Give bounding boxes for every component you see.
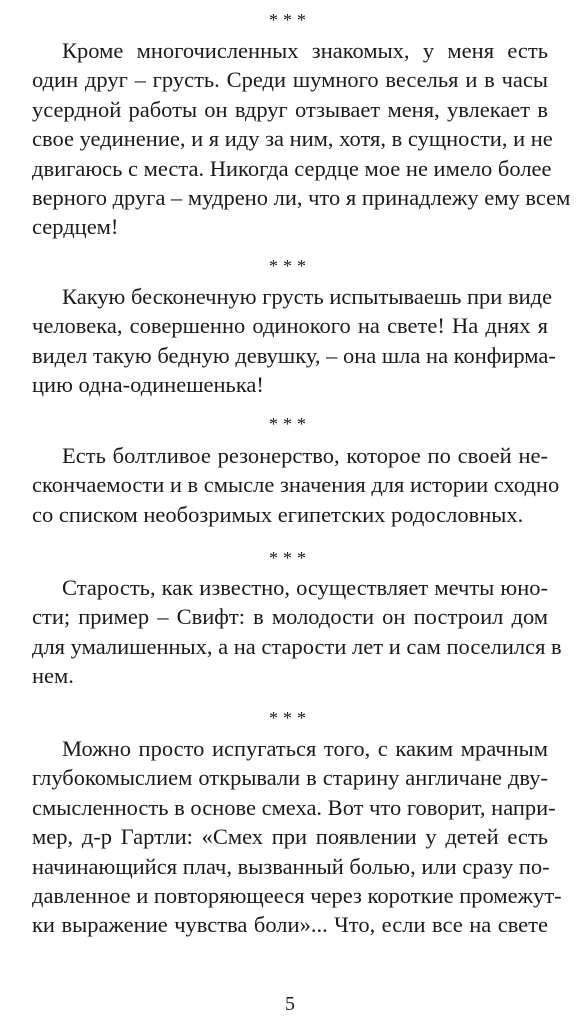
text-line: начинающийся плач, вызванный болью, или сразу по- (32, 853, 550, 879)
text-line: свое уединение, и я иду за ним, хотя, в сущности, и не (32, 126, 553, 152)
text-line: видел такую бедную девушку, – она шла на конфирма- (32, 342, 556, 368)
text-line: мер, д-р Гартли: «Смех при появлении у детей есть (32, 824, 548, 850)
text-line: Можно просто испугаться того, с каким мрачным (62, 736, 548, 761)
text-line: давленное и повторяющееся через короткие промежут- (32, 883, 562, 909)
text-line: скончаемости и в смысле значения для истории сходно (32, 472, 560, 498)
paragraph-4 (32, 573, 562, 691)
text-line: глубокомыслием открывали в старину англичане дву- (32, 765, 548, 791)
section-separator: *** (269, 414, 311, 434)
text-line: ки выражение чувства боли»... Что, если все на свете (32, 912, 548, 938)
text-line: для умалишенных, а на старости лет и сам поселился в (32, 633, 562, 659)
text-line: смысленность в основе смеха. Вот что говорит, напри- (32, 794, 556, 820)
text-line: Какую бесконечную грусть испытываешь при виде (62, 284, 553, 309)
text-line: сти; пример – Свифт: в молодости он построил дом (32, 604, 548, 630)
section-separator: *** (269, 708, 311, 728)
text-line: усердной работы он вдруг отзывает меня, увлекает в (32, 96, 548, 122)
text-line: один друг – грусть. Среди шумного веселья и в часы (32, 67, 548, 93)
text-line: Кроме многочисленных знакомых, у меня есть (62, 38, 548, 63)
page-number: 5 (285, 993, 295, 1015)
paragraph-5 (32, 734, 562, 940)
text-line: верного друга – мудрено ли, что я принадлежу ему всем (32, 185, 571, 211)
paragraph-3 (32, 441, 560, 529)
text-line: Старость, как известно, осуществляет мечты юно- (62, 575, 548, 600)
section-separator: *** (269, 10, 311, 30)
section-separator: *** (269, 256, 311, 276)
section-separator: *** (269, 548, 311, 568)
text-line: двигаюсь с места. Никогда сердце мое не имело более (32, 155, 552, 181)
text-line: со списком необозримых египетских родословных. (32, 501, 524, 527)
paragraph-2 (32, 282, 556, 400)
text-line: нем. (32, 663, 74, 689)
text-line: сердцем! (32, 214, 119, 240)
text-line: цию одна-одинешенька! (32, 372, 264, 398)
text-line: Есть болтливое резонерство, которое по своей не- (62, 443, 548, 468)
text-line: человека, совершенно одинокого на свете! На днях я (32, 313, 548, 339)
paragraph-1 (32, 36, 571, 242)
